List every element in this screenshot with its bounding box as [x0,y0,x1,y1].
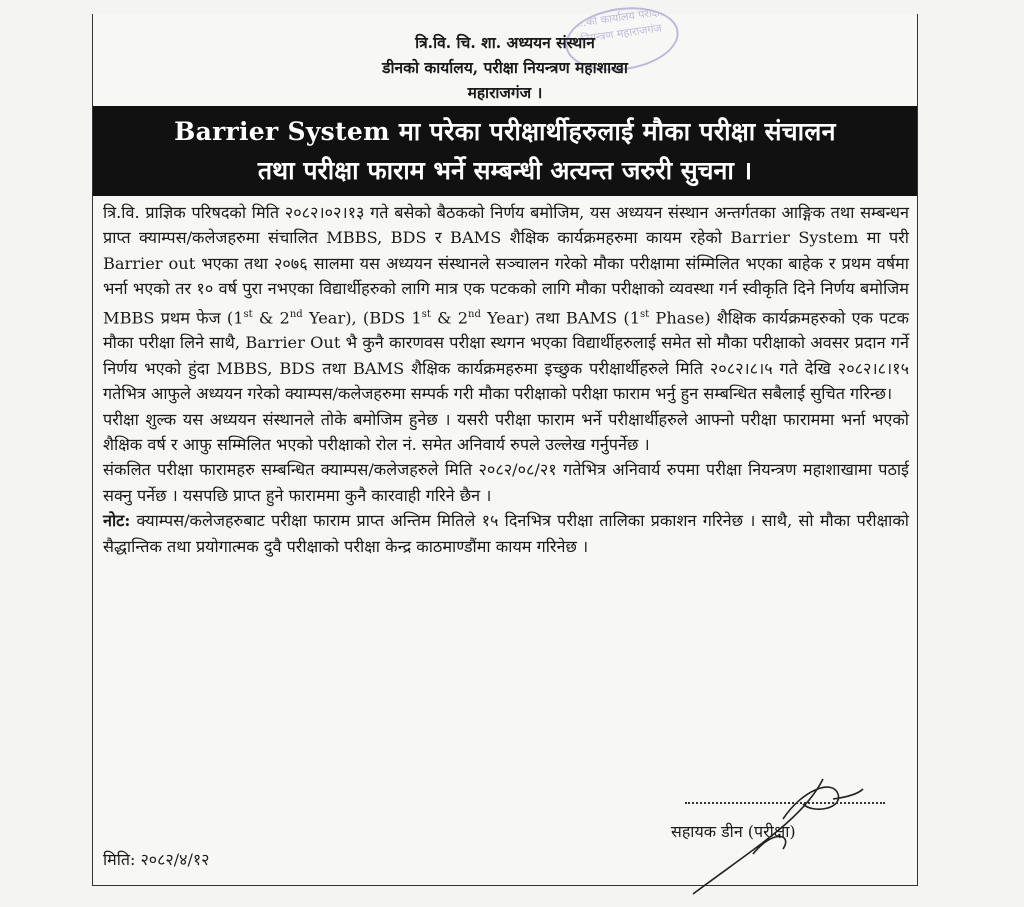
paragraph-note [103,508,909,559]
para-text: Phase) शैक्षिक कार्यक्रमहरुको एक पटक मौका परीक्षा लिने साथै, Barrier Out भै कुनै कारणवस परीक्षा स्थगन भएका विद्यार्थीहरुलाई समेत सो मौका परीक्षाको अवसर प्रदान गर्ने निर्णय भएको हुंदा MBBS, BDS तथा BAMS शैक्षिक कार्यक्रमहरुमा इच्छुक परीक्षार्थीहरुले मिति २०८२।८।५ गते देखि २०८२।८।१५ गतेभित्र आफुले अध्ययन गरेको क्याम्पस/कलेजहरुमा सम्पर्क गरी मौका परीक्षाको परीक्षा फाराम भर्नु हुन सम्बन्धित सबैलाई सुचित गरिन्छ। [103,308,909,404]
superscript: nd [289,308,303,320]
para-text: Year), (BDS 1 [302,308,422,328]
notice-title-banner [93,106,917,196]
para-text: & 2 [430,308,469,328]
stamp-text: ...को कार्यालय परीक्षा नियन्त्रण महाराजगंज [574,5,664,46]
para-text: & 2 [252,308,290,328]
superscript: st [640,308,650,320]
para-text: Year) तथा BAMS (1 [480,308,641,328]
title-line-2: तथा परीक्षा फाराम भर्ने सम्बन्धी अत्यन्त जरुरी सुचना । [257,156,753,185]
notice-document [92,5,918,886]
paragraph-main [103,200,909,407]
para-text: त्रि.वि. प्राज्ञिक परिषदको मिति २०८२।०२।१३ गते बसेको बैठकको निर्णय बमोजिम, यस अध्ययन संस्थान अन्तर्गतका आङ्गिक तथा सम्बन्धन प्राप्त क्याम्पस/कलेजहरुमा संचालित MBBS, BDS र BAMS शैक्षिक कार्यक्रमहरुमा कायम रहेको Barrier System मा परी Barrier out भएका तथा २०७६ सालमा यस अध्ययन संस्थानले सञ्चालन गरेको मौका परीक्षामा संम्मिलित भएका बाहेक र प्रथम वर्षमा भर्ना भएको तर १० वर्ष पुरा नभएका विद्यार्थीहरुको लागि मात्र एक पटकको लागि मौका परीक्षाको व्यवस्था गर्न स्वीकृति दिने निर्णय बमोजिम MBBS प्रथम फेज (1 [103,203,909,328]
note-text: क्याम्पस/कलेजहरुबाट परीक्षा फाराम प्राप्त अन्तिम मितिले १५ दिनभित्र परीक्षा तालिका प्रकाशन गरिनेछ । साथै, सो मौका परीक्षाको सैद्धान्तिक तथा प्रयोगात्मक दुवै परीक्षाको परीक्षा केन्द्र काठमाण्डौंमा कायम गरिनेछ । [103,511,909,556]
superscript: st [421,308,431,320]
paragraph-fee: परीक्षा शुल्क यस अध्ययन संस्थानले तोके बमोजिम हुनेछ । यसरी परीक्षा फाराम भर्ने परीक्षार्थीहरुले आफ्नो परीक्षा फाराममा भर्ना भएको शैक्षिक वर्ष र आफु सम्मिलित भएको परीक्षाको रोल नं. समेत अनिवार्य रुपले उल्लेख गर्नुपर्नेछ । [103,409,909,455]
signature-line [685,802,885,804]
notice-body [103,200,909,559]
superscript: nd [468,308,481,320]
superscript: st [243,308,253,320]
office-location: महाराजगंज । [467,83,543,102]
signatory-title: सहायक डीन (परीक्षा) [671,822,796,841]
paragraph-submission: संकलित परीक्षा फारामहरु सम्बन्धित क्याम्पस/कलेजहरुले मिति २०८२/०८/२१ गतेभित्र अनिवार्य रुपमा परीक्षा नियन्त्रण महाशाखामा पठाई सक्नु पर्नेछ । यसपछि प्राप्त हुने फाराममा कुनै कारवाही गरिने छैन । [103,460,909,505]
title-line-1: Barrier System मा परेका परीक्षार्थीहरुलाई मौका परीक्षा संचालन [174,117,836,146]
issue-date: मिति: २०८२/४/१२ [103,850,210,869]
note-label: नोट: [103,511,131,531]
institute-name: त्रि.वि. चि. शा. अध्ययन संस्थान [415,33,595,52]
letterhead [93,30,917,105]
office-name: डीनको कार्यालय, परीक्षा नियन्त्रण महाशाखा [382,58,628,77]
